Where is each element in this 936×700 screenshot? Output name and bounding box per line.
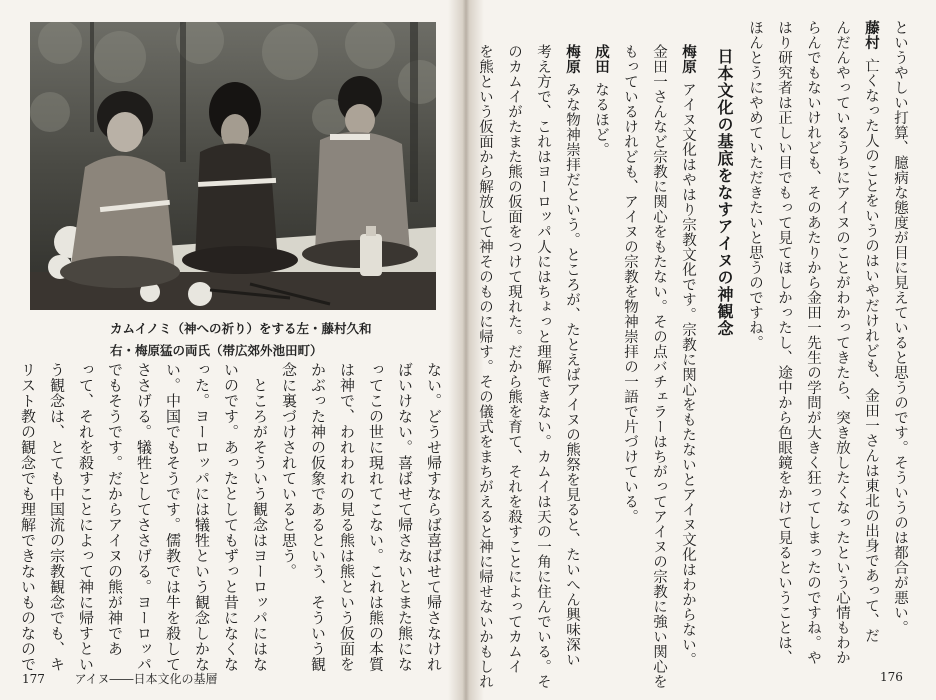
- text-line: ほんとうにやめていただきたいと思うのですね。: [747, 20, 763, 350]
- left-page-footer: [22, 670, 217, 687]
- text-line: 金田一さんなど宗教に関心をもたない。その点バチェラーはちがってアイヌの宗教に強い関心を: [651, 44, 667, 689]
- text-line: のカムイがたまた熊の仮面をつけて現れた。だから熊を育て、それを殺すことによってカムイ: [506, 44, 522, 674]
- text-line: ささげる。犠牲としてささげる。ヨーロッパ: [135, 362, 153, 672]
- text-line: ってこの世に現れてこない。これは熊の本質: [367, 362, 385, 672]
- text-line: ない。どうせ帰すならば喜ばせて帰さなけれ: [425, 362, 443, 672]
- text-line: う観念は、とても中国流の宗教観念でも、キ: [48, 362, 66, 672]
- speaker-umehara: 梅原: [680, 44, 696, 74]
- caption-line: 右・梅原猛の両氏（帯広郊外池田町）: [110, 343, 323, 358]
- page-number: 177: [22, 672, 45, 686]
- text-line: かぶった神の仮象であるという、そういう観: [309, 362, 327, 672]
- text-line: 考え方で、これはヨーロッパ人にはちょっと理解できない。カムイは天の一角に住んでいる。そ: [535, 44, 551, 689]
- speaker-umehara: 梅原: [564, 44, 580, 74]
- text-line: んだんやっているうちにアイヌのことがわかってきたら、突き放したくなったという心情もわか: [834, 20, 850, 665]
- text-line: 梅原みな物神崇拝だという。ところが、たとえばアイヌの熊祭を見ると、たいへん興味深い: [564, 44, 580, 667]
- text-line: らんでもないけれども、そのあたりから金田一先生の学問が大きく狂ってしまったのですね。や: [805, 20, 821, 665]
- right-page-dialogue-text: [470, 44, 702, 689]
- text-line: 藤村亡くなった人のことをいうのはいやだけれども、金田一さんは東北の出身であって、だ: [863, 20, 879, 643]
- speaker-naruta: 成田: [593, 44, 609, 74]
- text-line: リスト教の観念でも理解できないものなので: [19, 362, 37, 672]
- left-page-body-text: [13, 362, 448, 672]
- text-line: った。ヨーロッパには犠牲という観念しかな: [193, 362, 211, 672]
- right-page-footer: [880, 670, 903, 684]
- text-line: 成田なるほど。: [593, 44, 609, 157]
- text-line: は神で、われわれの見る熊は熊という仮面を: [338, 362, 356, 672]
- caption-line: カムイノミ（神への祈り）をする左・藤村久和: [110, 321, 372, 336]
- text-line: でもそうです。だからアイヌの熊が神であ: [106, 362, 124, 657]
- text-line: を熊という仮面から解放して神そのものに帰す。その儀式をまちがえると神に帰せないかもしれ: [477, 44, 493, 689]
- text-line: 梅原アイヌ文化はやはり宗教文化です。宗教に関心をもたないとアイヌ文化はわからない。: [680, 44, 696, 667]
- text-line: ところがそういう観念はヨーロッパにはな: [251, 362, 269, 672]
- text-line: 念に裏づけされていると思う。: [280, 362, 298, 579]
- text-line: ばいけない。喜ばせて帰さないとまた熊にな: [396, 362, 414, 672]
- photo-illustration: [30, 22, 436, 310]
- speaker-fujimura: 藤村: [863, 20, 879, 50]
- text-line: い。中国でもそうです。儒教では牛を殺して: [164, 362, 182, 672]
- text-line: というやしい打算、臆病な態度が目に見えていると思うのです。そういうのは都合が悪い。: [892, 20, 908, 635]
- running-head: アイヌ――日本文化の基層: [74, 672, 218, 686]
- text-line: って、それを殺すことによって神に帰すとい: [77, 362, 95, 672]
- text-line: いのです。あったとしてもずっと昔になくな: [222, 362, 240, 672]
- page-number: 176: [880, 670, 903, 684]
- text-line: もっているけれども、アイヌの宗教を物神崇拝の一語で片づけている。: [622, 44, 638, 524]
- photo-caption: [110, 318, 430, 362]
- section-heading: 日本文化の基底をなすアイヌの神観念: [715, 48, 734, 337]
- right-page-top-text: [740, 20, 914, 665]
- text-line: はり研究者は正しい目でもって見てほしかったし、途中から色眼鏡をかけて見るということは、: [776, 20, 792, 665]
- photograph-kamuinomi-ceremony: [30, 22, 436, 310]
